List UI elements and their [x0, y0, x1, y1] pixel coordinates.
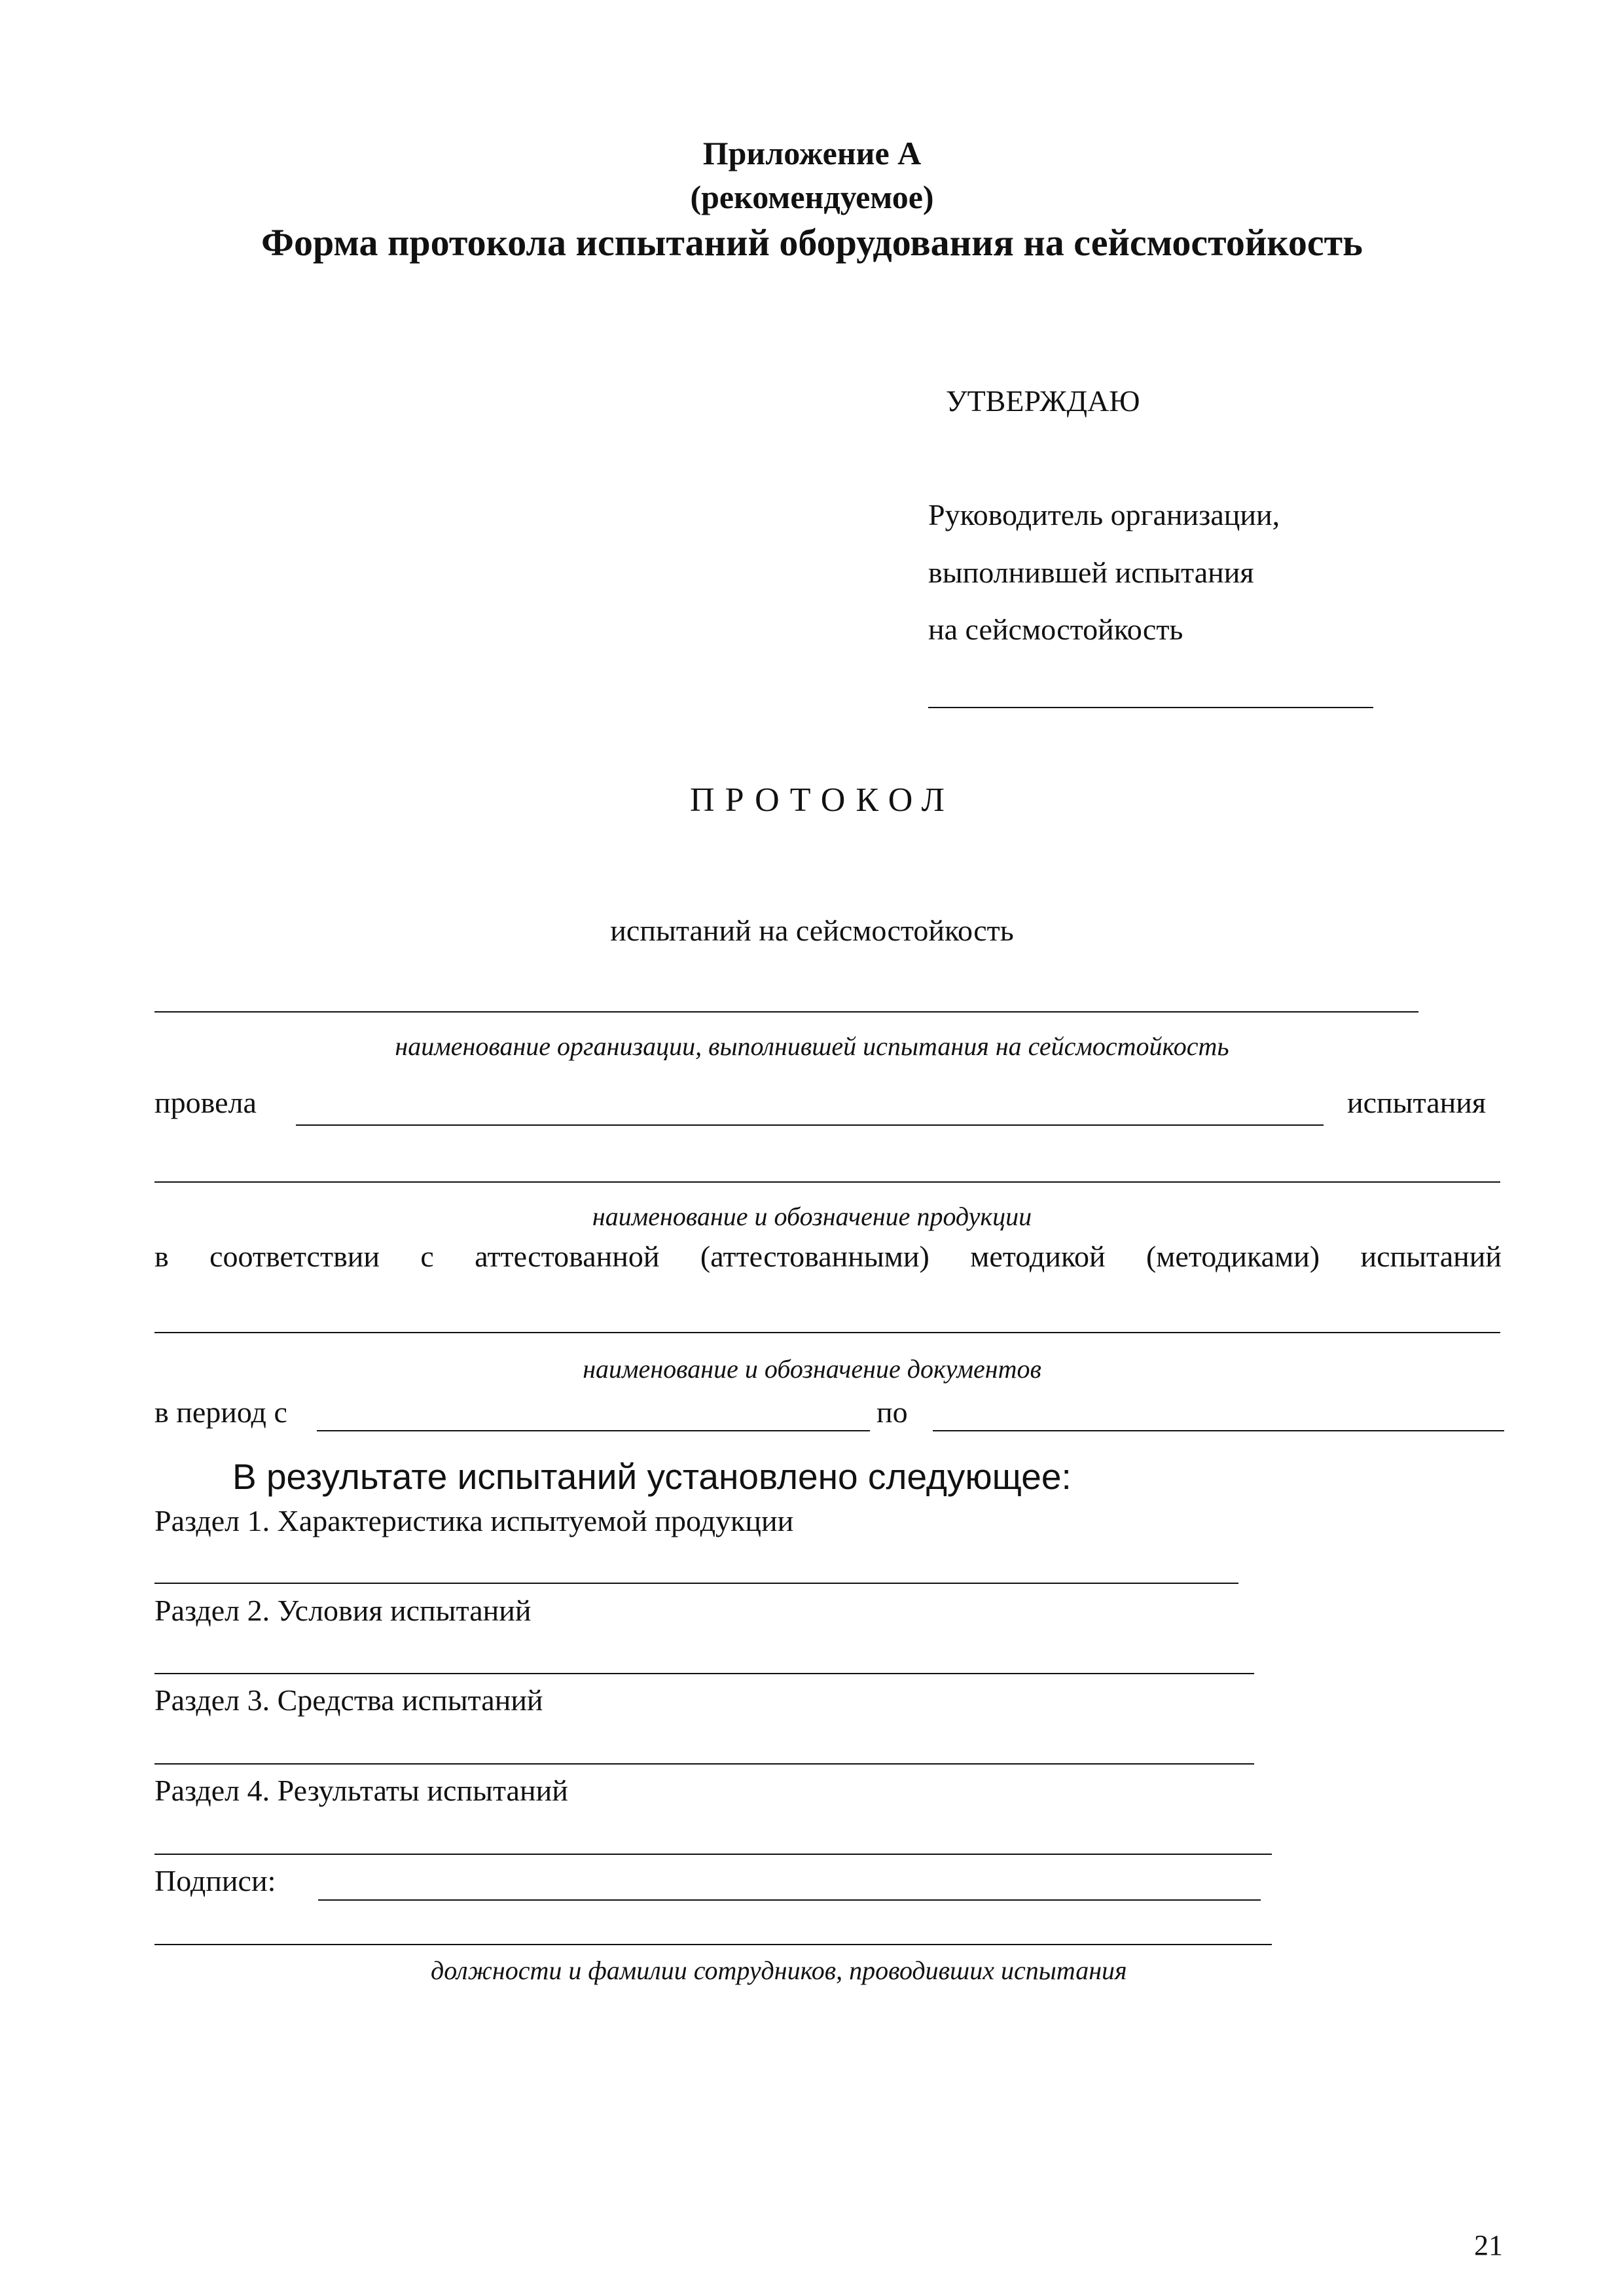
form-title: Форма протокола испытаний оборудования на сейсмостойкость	[261, 221, 1363, 264]
approve-label: УТВЕРЖДАЮ	[946, 384, 1140, 418]
section-1-label: Раздел 1. Характеристика испытуемой продукции	[154, 1504, 794, 1537]
conducted-suffix: испытания	[1347, 1086, 1487, 1119]
section-3-label: Раздел 3. Средства испытаний	[154, 1683, 543, 1717]
product-caption: наименование и обозначение продукции	[592, 1202, 1032, 1231]
documents-caption: наименование и обозначение документов	[583, 1354, 1041, 1384]
section-2-label: Раздел 2. Условия испытаний	[154, 1594, 532, 1627]
protocol-subtitle: испытаний на сейсмостойкость	[610, 914, 1014, 947]
appendix-title: Приложение А	[702, 135, 922, 171]
section-4-label: Раздел 4. Результаты испытаний	[154, 1774, 568, 1807]
approval-signature-line[interactable]	[928, 707, 1373, 708]
period-to-field-line[interactable]	[933, 1430, 1504, 1431]
signatures-label: Подписи:	[154, 1864, 276, 1897]
organization-field-line[interactable]	[154, 1011, 1418, 1013]
signatures-caption: должности и фамилии сотрудников, проводивших испытания	[431, 1956, 1127, 1985]
results-intro: В результате испытаний установлено следующее:	[232, 1456, 1072, 1497]
accordance-text: в соответствии с аттестованной (аттестованными) методикой (методиками) испытаний	[154, 1240, 1502, 1273]
appendix-type: (рекомендуемое)	[690, 179, 934, 215]
conducted-label: провела	[154, 1086, 257, 1119]
page-number: 21	[1474, 2229, 1503, 2261]
period-to-label: по	[876, 1395, 908, 1429]
period-from-field-line[interactable]	[317, 1430, 870, 1431]
approve-line-1: Руководитель организации,	[928, 498, 1280, 531]
signatures-field-line-2[interactable]	[154, 1944, 1272, 1945]
section-1-field-line[interactable]	[154, 1583, 1238, 1584]
period-from-label: в период с	[154, 1395, 287, 1429]
approve-line-2: выполнившей испытания	[928, 556, 1254, 589]
documents-field-line[interactable]	[154, 1332, 1500, 1333]
product-field-line[interactable]	[154, 1181, 1500, 1183]
signatures-field-line[interactable]	[318, 1899, 1261, 1901]
protocol-title: ПРОТОКОЛ	[690, 781, 955, 819]
section-4-field-line[interactable]	[154, 1854, 1272, 1855]
conducted-field-line[interactable]	[296, 1124, 1324, 1126]
section-2-field-line[interactable]	[154, 1673, 1254, 1674]
approve-line-3: на сейсмостойкость	[928, 613, 1183, 646]
organization-caption: наименование организации, выполнившей испытания на сейсмостойкость	[395, 1031, 1229, 1061]
section-3-field-line[interactable]	[154, 1763, 1254, 1765]
